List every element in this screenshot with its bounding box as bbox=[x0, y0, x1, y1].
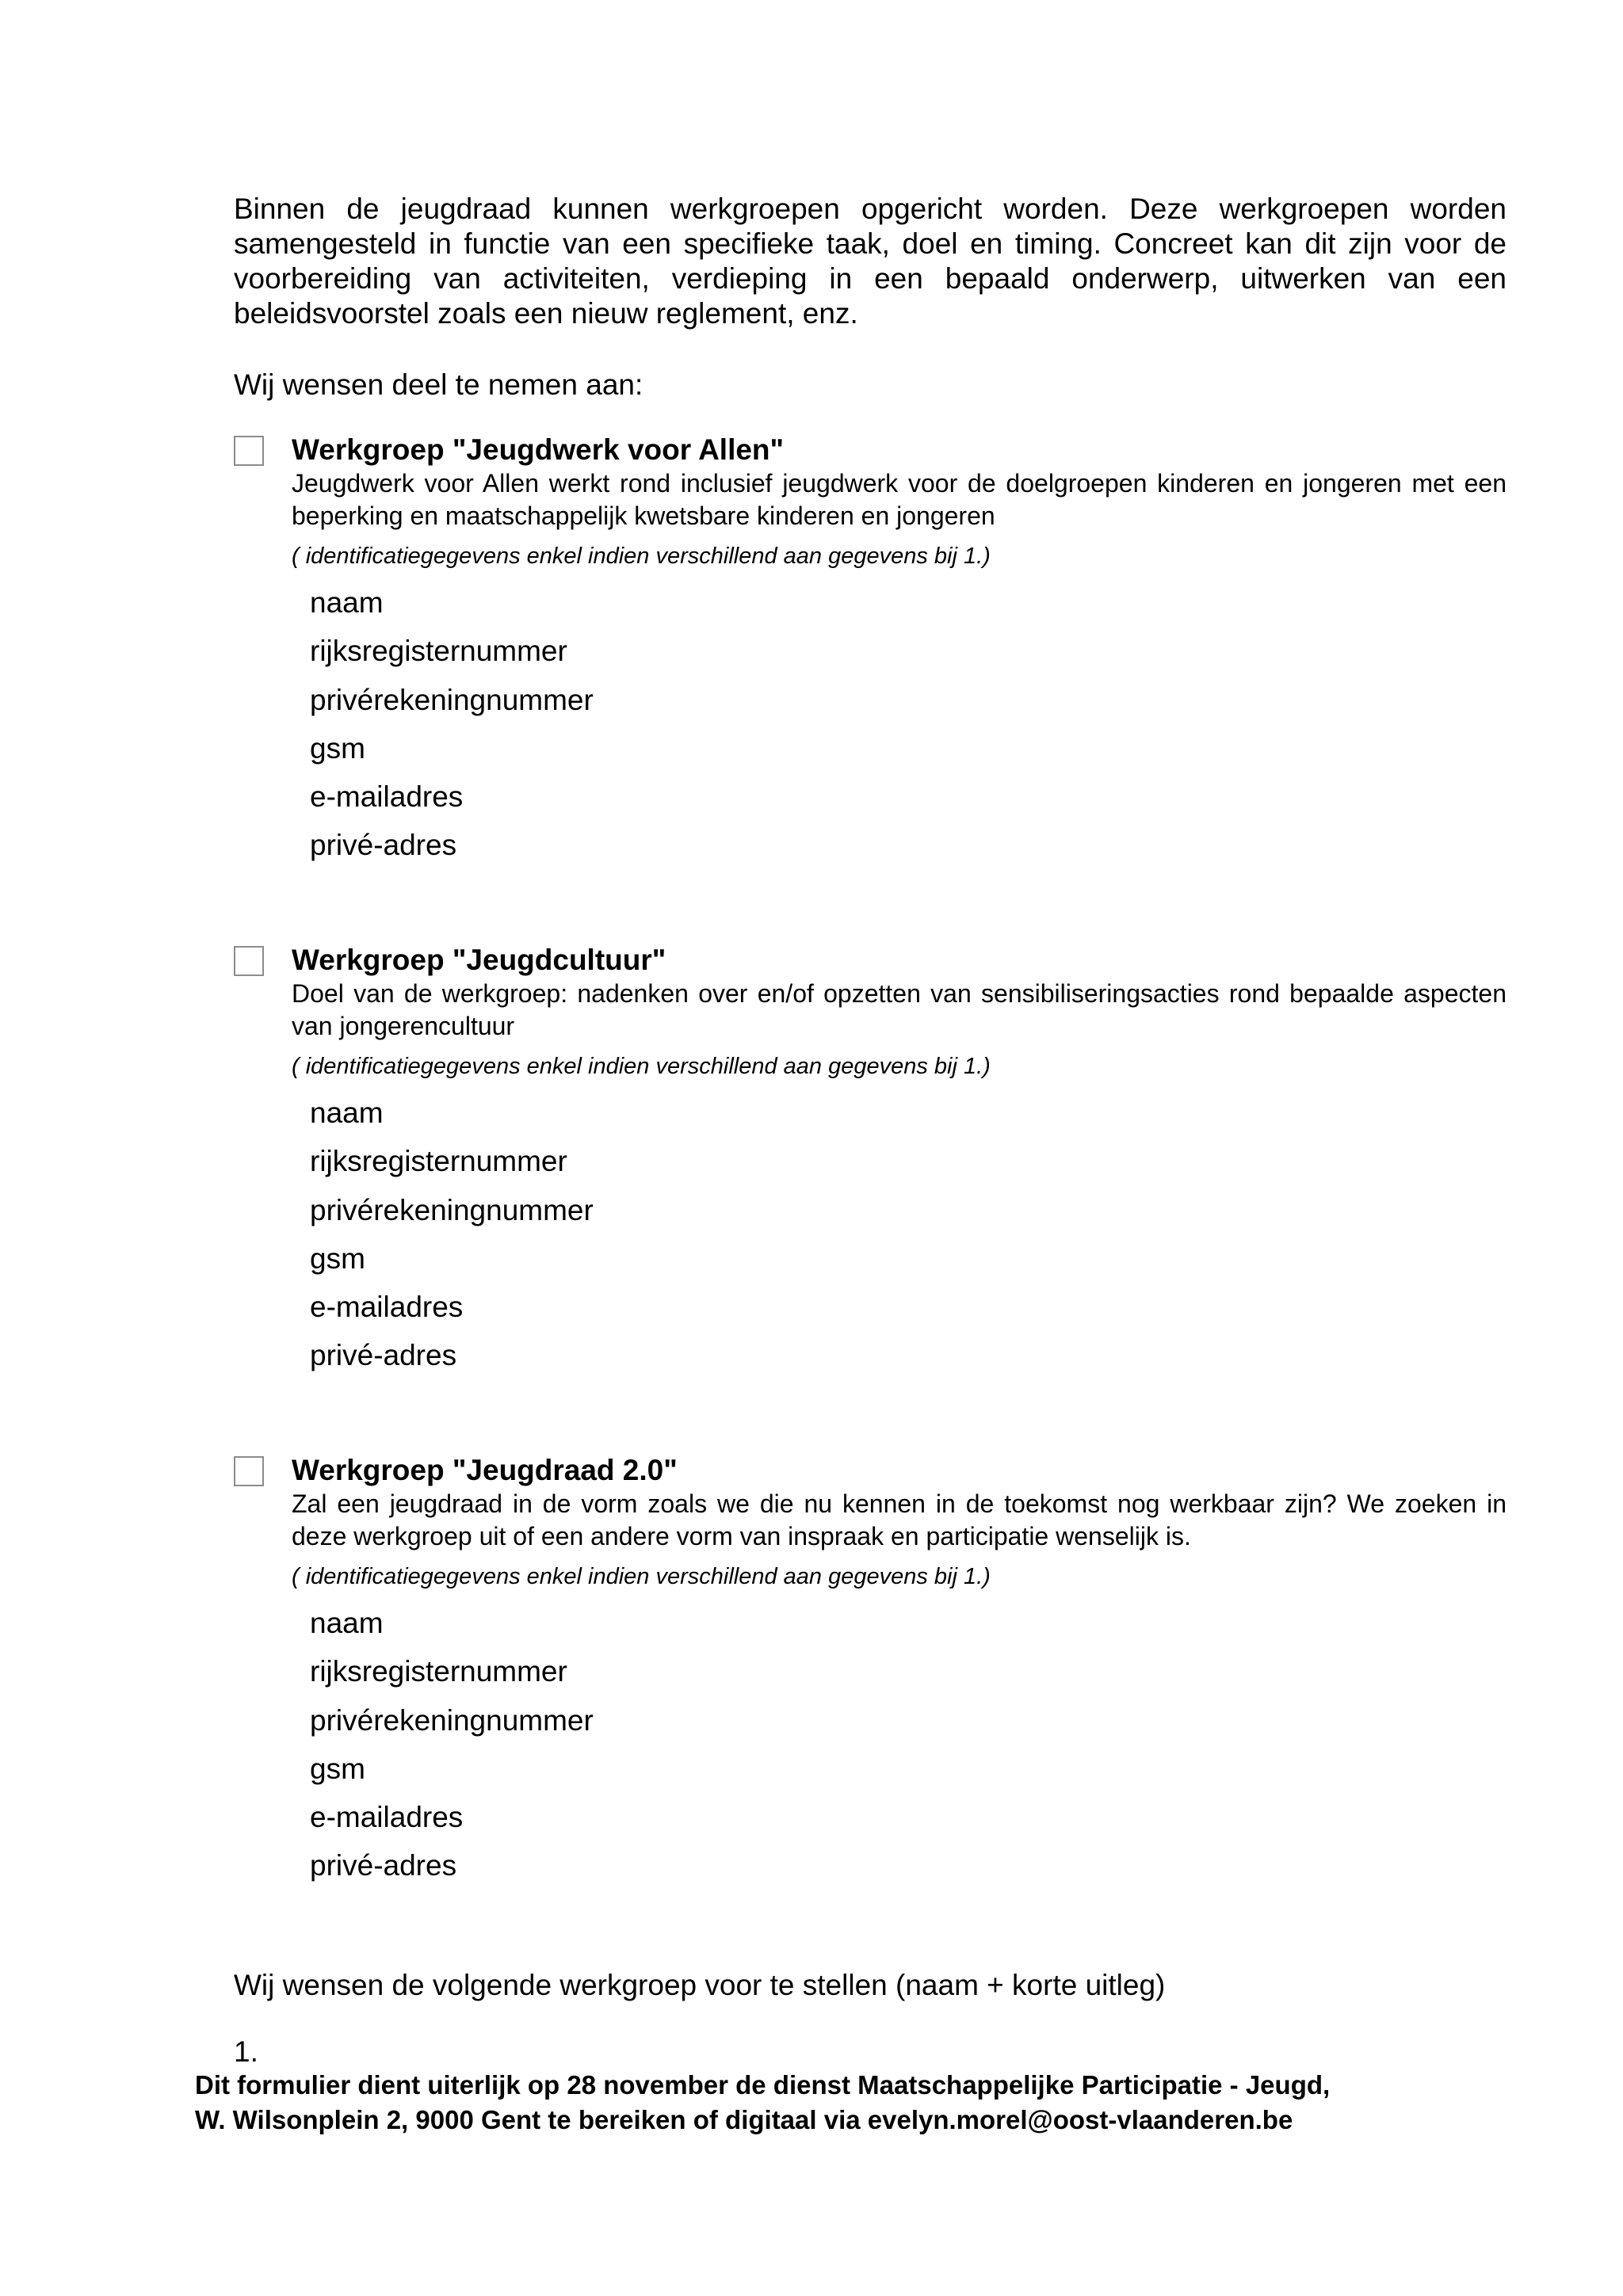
workgroup-body bbox=[292, 943, 1507, 1380]
workgroup-title: Werkgroep "Jeugdcultuur" bbox=[292, 944, 666, 976]
footer-line: W. Wilsonplein 2, 9000 Gent te bereiken of digitaal via evelyn.morel@oost-vlaanderen.be bbox=[195, 2105, 1293, 2134]
propose-label: Wij wensen de volgende werkgroep voor te stellen (naam + korte uitleg) bbox=[234, 1969, 1166, 2001]
proposal-item-number: 1. bbox=[234, 2035, 258, 2068]
field-privé-adres[interactable]: privé-adres bbox=[310, 1339, 457, 1372]
field-e-mailadres[interactable]: e-mailadres bbox=[310, 1291, 464, 1324]
field-gsm[interactable]: gsm bbox=[310, 731, 365, 765]
intro-paragraph: Binnen de jeugdraad kunnen werkgroepen opgericht worden. Deze werkgroepen worden samengesteld in functie van een specifieke taak, doel en timing. Concreet kan dit zijn voor de voorbereiding van activiteiten, verdieping in een bepaald onderwerp, uitwerken van een beleidsvoorstel zoals een nieuw reglement, enz. bbox=[234, 193, 1507, 330]
workgroup-title: Werkgroep "Jeugdraad 2.0" bbox=[292, 1454, 678, 1486]
identification-fields bbox=[310, 1089, 1507, 1380]
identification-fields bbox=[310, 1599, 1507, 1890]
submission-footer bbox=[195, 2068, 1330, 2138]
workgroup-note: ( identificatiegegevens enkel indien verschillend aan gegevens bij 1.) bbox=[292, 543, 991, 569]
field-rijksregisternummer[interactable]: rijksregisternummer bbox=[310, 635, 567, 668]
workgroup-body bbox=[292, 1453, 1507, 1890]
workgroup-checkbox[interactable] bbox=[234, 1456, 264, 1486]
participate-label: Wij wensen deel te nemen aan: bbox=[234, 368, 643, 401]
field-gsm[interactable]: gsm bbox=[310, 1752, 365, 1785]
workgroup-note: ( identificatiegegevens enkel indien verschillend aan gegevens bij 1.) bbox=[292, 1564, 991, 1589]
footer-line: Dit formulier dient uiterlijk op 28 november de dienst Maatschappelijke Participatie - Jeugd, bbox=[195, 2070, 1331, 2100]
field-rijksregisternummer[interactable]: rijksregisternummer bbox=[310, 1655, 567, 1688]
field-privé-adres[interactable]: privé-adres bbox=[310, 829, 457, 862]
field-privérekeningnummer[interactable]: privérekeningnummer bbox=[310, 1703, 594, 1737]
field-naam[interactable]: naam bbox=[310, 586, 384, 619]
field-privé-adres[interactable]: privé-adres bbox=[310, 1849, 457, 1882]
field-e-mailadres[interactable]: e-mailadres bbox=[310, 780, 464, 814]
workgroup-checkbox[interactable] bbox=[234, 946, 264, 976]
field-rijksregisternummer[interactable]: rijksregisternummer bbox=[310, 1145, 567, 1178]
field-naam[interactable]: naam bbox=[310, 1097, 384, 1129]
field-privérekeningnummer[interactable]: privérekeningnummer bbox=[310, 1193, 594, 1226]
identification-fields bbox=[310, 578, 1507, 870]
workgroup-description: Zal een jeugdraad in de vorm zoals we die nu kennen in de toekomst nog werkbaar zijn? We zoeken in deze werkgroep uit of een andere vorm van inspraak en participatie wenselijk is. bbox=[292, 1489, 1507, 1550]
workgroup-description: Jeugdwerk voor Allen werkt rond inclusief jeugdwerk voor de doelgroepen kinderen en jongeren met een beperking en maatschappelijk kwetsbare kinderen en jongeren bbox=[292, 469, 1507, 530]
workgroup-title: Werkgroep "Jeugdwerk voor Allen" bbox=[292, 433, 785, 466]
workgroup-description: Doel van de werkgroep: nadenken over en/of opzetten van sensibiliseringsacties rond bepaalde aspecten van jongerencultuur bbox=[292, 979, 1507, 1040]
field-gsm[interactable]: gsm bbox=[310, 1241, 365, 1275]
workgroup-note: ( identificatiegegevens enkel indien verschillend aan gegevens bij 1.) bbox=[292, 1054, 991, 1079]
field-e-mailadres[interactable]: e-mailadres bbox=[310, 1801, 464, 1834]
workgroup-body bbox=[292, 433, 1507, 870]
field-naam[interactable]: naam bbox=[310, 1607, 384, 1639]
field-privérekeningnummer[interactable]: privérekeningnummer bbox=[310, 683, 594, 716]
workgroup-checkbox[interactable] bbox=[234, 436, 264, 466]
